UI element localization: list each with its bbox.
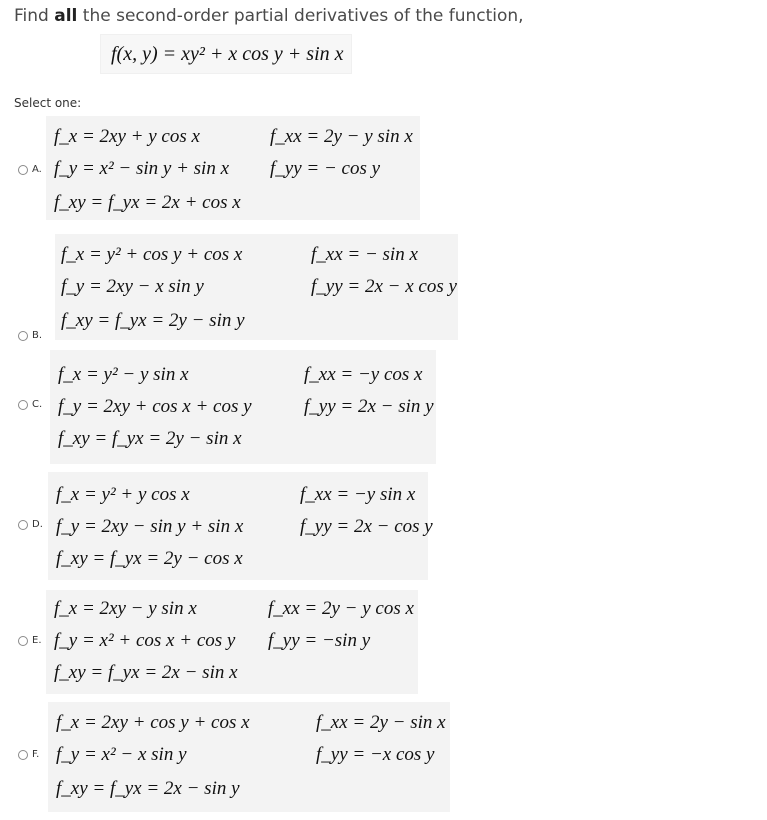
option-e-fyy: f_yy = −sin y — [268, 630, 371, 651]
option-e-card — [46, 590, 418, 694]
option-b-fxx: f_xx = − sin x — [311, 244, 418, 265]
function-formula: f(x, y) = xy² + x cos y + sin x — [100, 34, 352, 74]
question-emphasis: all — [54, 6, 78, 26]
option-c-fx: f_x = y² − y sin x — [58, 364, 189, 385]
option-b-fyy: f_yy = 2x − x cos y — [311, 276, 457, 297]
select-one-label: Select one: — [14, 96, 82, 110]
option-f-fx: f_x = 2xy + cos y + cos x — [56, 712, 250, 733]
option-f-letter: F. — [32, 749, 40, 760]
option-b-radio[interactable] — [18, 331, 28, 341]
option-c-radio[interactable] — [18, 400, 28, 410]
option-c-card — [50, 350, 436, 464]
option-f-fy: f_y = x² − x sin y — [56, 744, 187, 765]
option-f-card — [48, 702, 450, 812]
option-a-letter: A. — [32, 164, 42, 175]
option-f-fxy: f_xy = f_yx = 2x − sin y — [56, 778, 240, 799]
option-d-fy: f_y = 2xy − sin y + sin x — [56, 516, 244, 537]
option-e-letter: E. — [32, 635, 42, 646]
option-c-fxx: f_xx = −y cos x — [304, 364, 423, 385]
option-d-letter: D. — [32, 519, 43, 530]
option-a-fy: f_y = x² − sin y + sin x — [54, 158, 230, 179]
option-f-fxx: f_xx = 2y − sin x — [316, 712, 446, 733]
option-a-card — [46, 116, 420, 220]
option-e-fx: f_x = 2xy − y sin x — [54, 598, 197, 619]
option-d-fyy: f_yy = 2x − cos y — [300, 516, 433, 537]
option-b-fx: f_x = y² + cos y + cos x — [61, 244, 243, 265]
option-a-fx: f_x = 2xy + y cos x — [54, 126, 200, 147]
option-c-fxy: f_xy = f_yx = 2y − sin x — [58, 428, 242, 449]
option-a-fxx: f_xx = 2y − y sin x — [270, 126, 413, 147]
option-b-letter: B. — [32, 330, 43, 341]
option-a-fxy: f_xy = f_yx = 2x + cos x — [54, 192, 241, 213]
option-a-radio[interactable] — [18, 165, 28, 175]
option-c-fy: f_y = 2xy + cos x + cos y — [58, 396, 252, 417]
question-suffix: the second-order partial derivatives of the function, — [77, 6, 524, 26]
option-e-fxy: f_xy = f_yx = 2x − sin x — [54, 662, 238, 683]
option-d-fxx: f_xx = −y sin x — [300, 484, 416, 505]
option-d-card — [48, 472, 433, 580]
option-d-fx: f_x = y² + y cos x — [56, 484, 190, 505]
option-b-fy: f_y = 2xy − x sin y — [61, 276, 204, 297]
question-prefix: Find — [14, 6, 55, 26]
option-b-fxy: f_xy = f_yx = 2y − sin y — [61, 310, 245, 331]
option-e-radio[interactable] — [18, 636, 28, 646]
option-e-fy: f_y = x² + cos x + cos y — [54, 630, 236, 651]
option-d-fxy: f_xy = f_yx = 2y − cos x — [56, 548, 243, 569]
option-c-letter: C. — [32, 399, 43, 410]
option-f-fyy: f_yy = −x cos y — [316, 744, 435, 765]
option-f-radio[interactable] — [18, 750, 28, 760]
option-d-radio[interactable] — [18, 520, 28, 530]
option-c-fyy: f_yy = 2x − sin y — [304, 396, 434, 417]
option-e-fxx: f_xx = 2y − y cos x — [268, 598, 414, 619]
option-a-fyy: f_yy = − cos y — [270, 158, 381, 179]
option-b-card — [55, 234, 458, 340]
question-text — [14, 6, 524, 26]
